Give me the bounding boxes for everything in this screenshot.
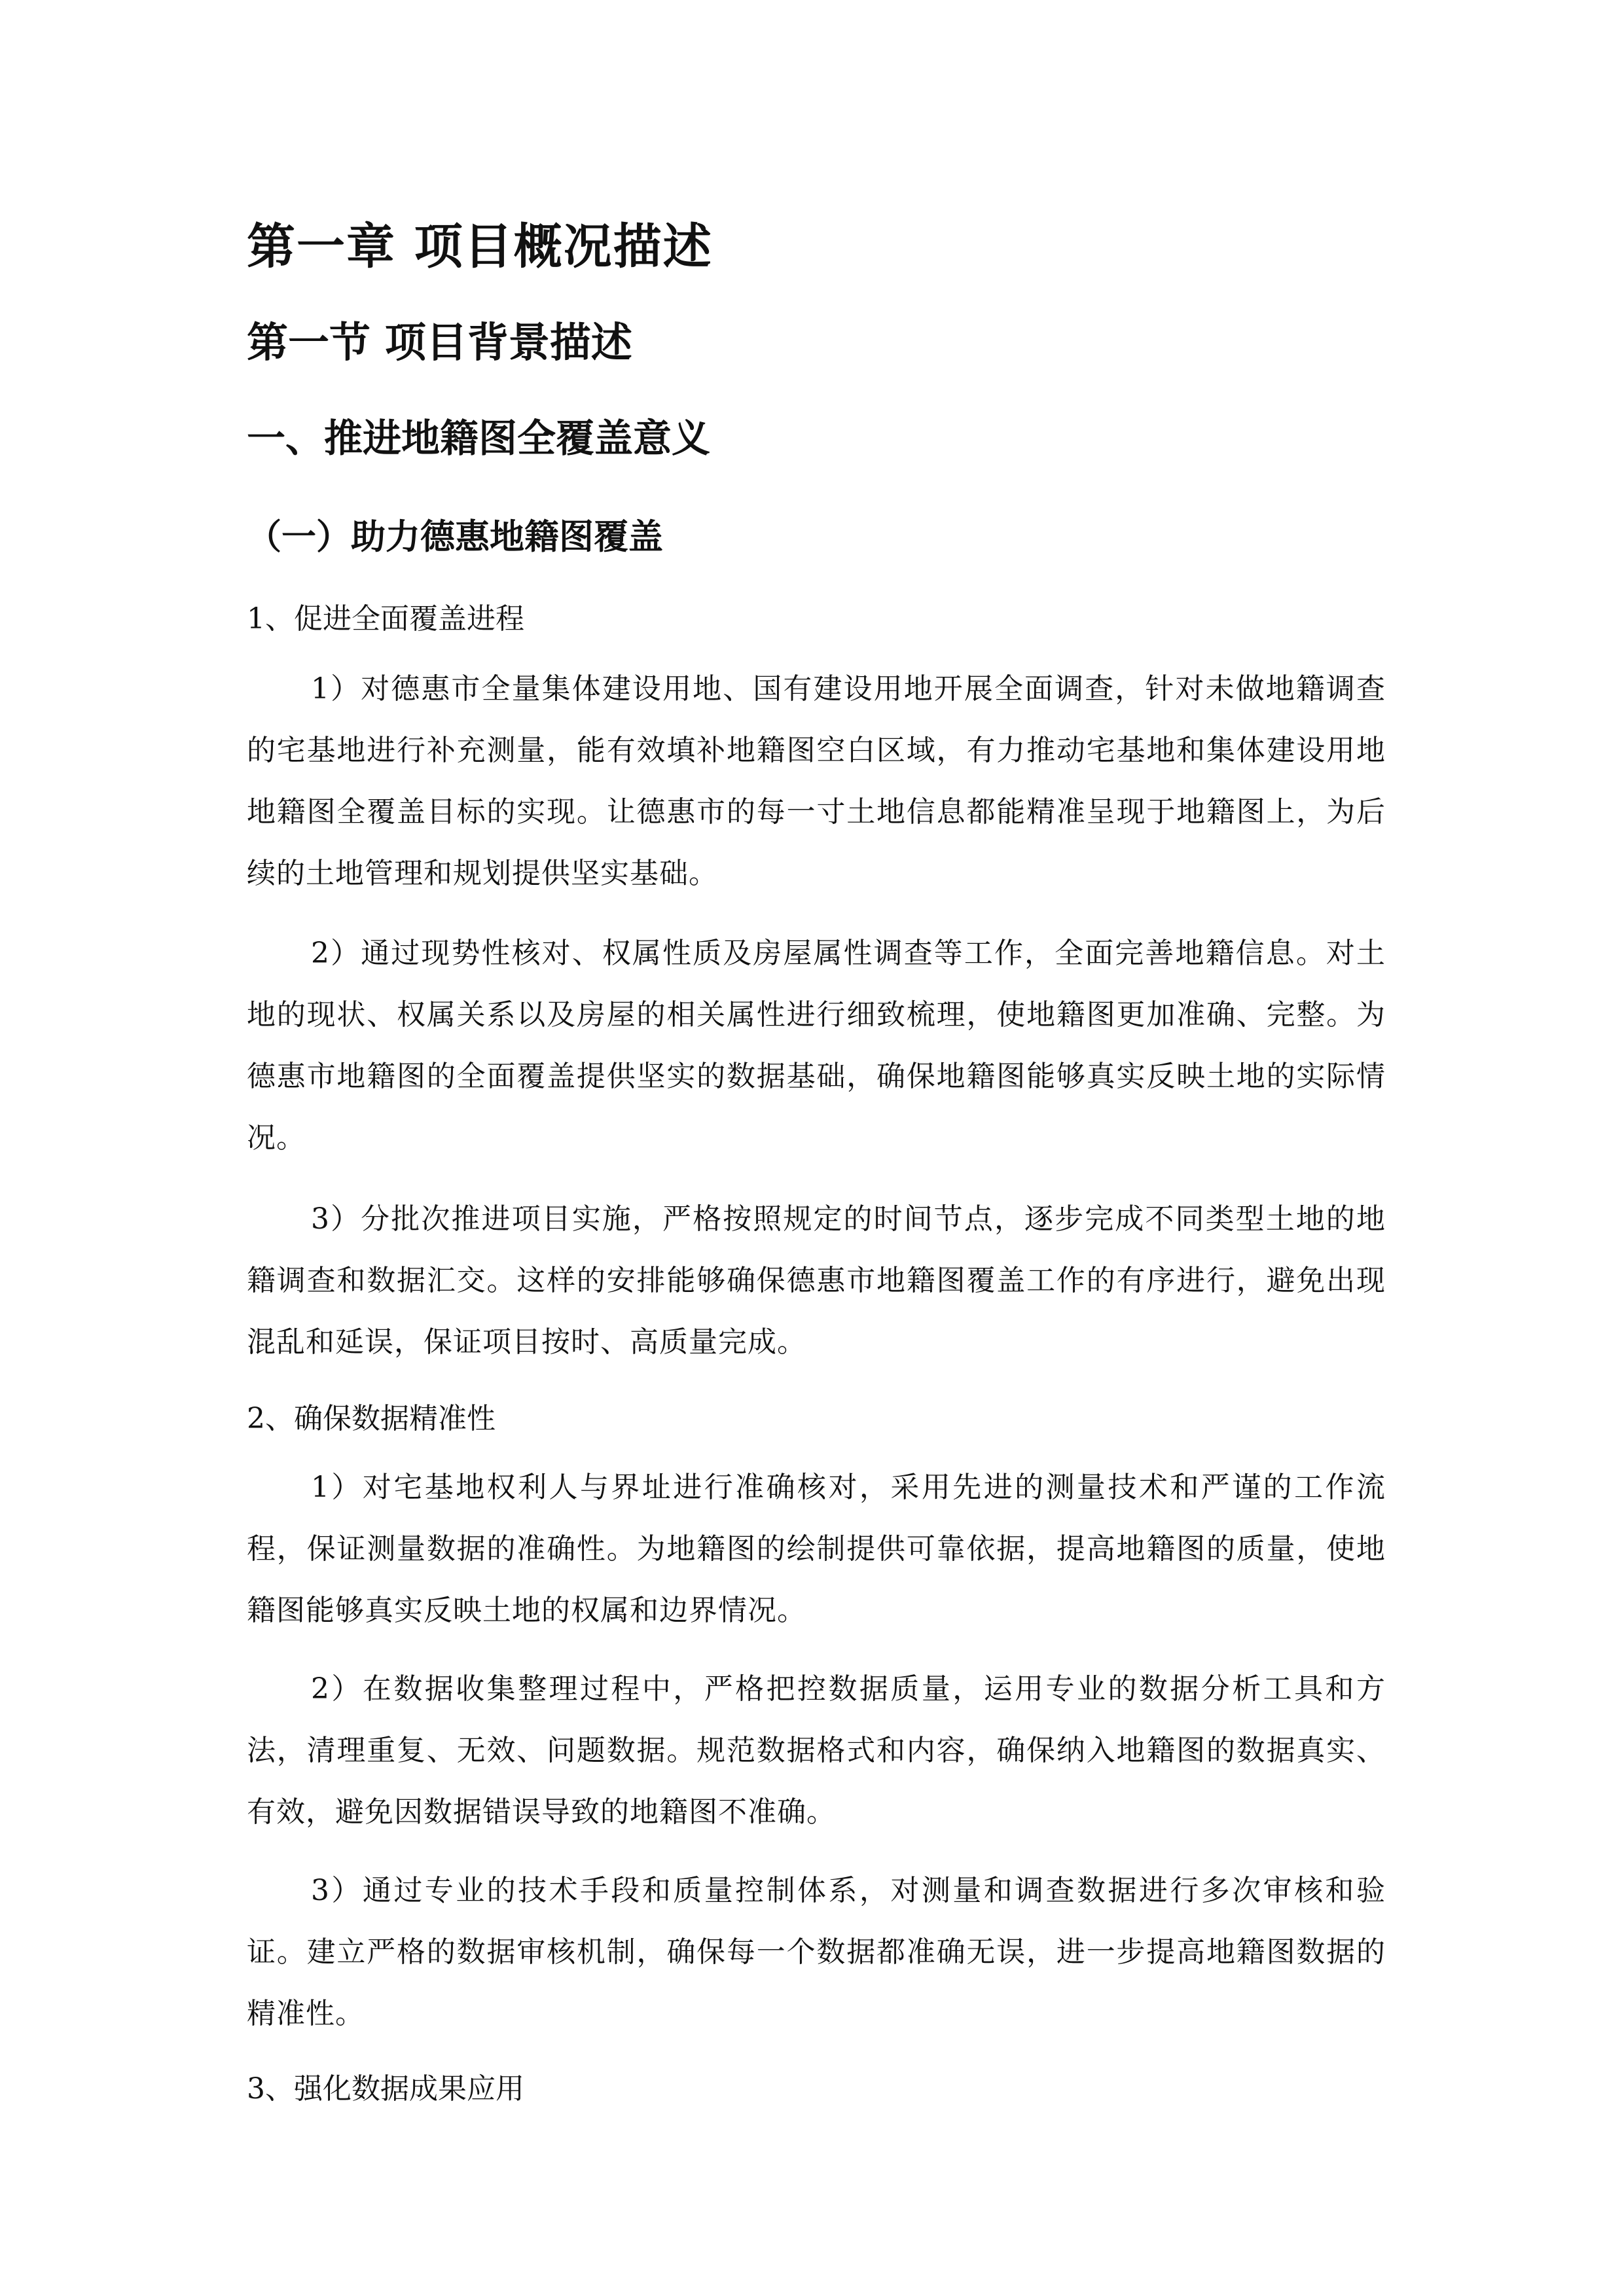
item-heading-1: 1、促进全面覆盖进程	[247, 602, 524, 636]
paragraph-2-1: 1）对宅基地权利人与界址进行准确核对，采用先进的测量技术和严谨的工作流程，保证测量数据的准确性。为地籍图的绘制提供可靠依据，提高地籍图的质量，使地籍图能够真实反映土地的权属和边界情况。	[247, 1471, 1386, 1627]
section-title: 第一节 项目背景描述	[247, 319, 632, 367]
paragraph-1-3: 3）分批次推进项目实施，严格按照规定的时间节点，逐步完成不同类型土地的地籍调查和数据汇交。这样的安排能够确保德惠市地籍图覆盖工作的有序进行，避免出现混乱和延误，保证项目按时、高质量完成。	[247, 1202, 1386, 1359]
item-heading-2: 2、确保数据精准性	[247, 1402, 496, 1435]
subsection-title: 一、推进地籍图全覆盖意义	[247, 416, 711, 461]
paragraph-2-2: 2）在数据收集整理过程中，严格把控数据质量，运用专业的数据分析工具和方法，清理重复、无效、问题数据。规范数据格式和内容，确保纳入地籍图的数据真实、有效，避免因数据错误导致的地籍图不准确。	[247, 1672, 1386, 1829]
chapter-title: 第一章 项目概况描述	[247, 219, 713, 275]
paragraph-2-3: 3）通过专业的技术手段和质量控制体系，对测量和调查数据进行多次审核和验证。建立严格的数据审核机制，确保每一个数据都准确无误，进一步提高地籍图数据的精准性。	[247, 1874, 1386, 2030]
item-heading-3: 3、强化数据成果应用	[247, 2072, 524, 2106]
paragraph-1-2: 2）通过现势性核对、权属性质及房屋属性调查等工作，全面完善地籍信息。对土地的现状、权属关系以及房屋的相关属性进行细致梳理，使地籍图更加准确、完整。为德惠市地籍图的全面覆盖提供坚实的数据基础，确保地籍图能够真实反映土地的实际情况。	[247, 937, 1386, 1155]
paragraph-1-1: 1）对德惠市全量集体建设用地、国有建设用地开展全面调查，针对未做地籍调查的宅基地进行补充测量，能有效填补地籍图空白区域，有力推动宅基地和集体建设用地地籍图全覆盖目标的实现。让德惠市的每一寸土地信息都能精准呈现于地籍图上，为后续的土地管理和规划提供坚实基础。	[247, 672, 1386, 890]
sub-heading: （一）助力德惠地籍图覆盖	[247, 516, 663, 557]
